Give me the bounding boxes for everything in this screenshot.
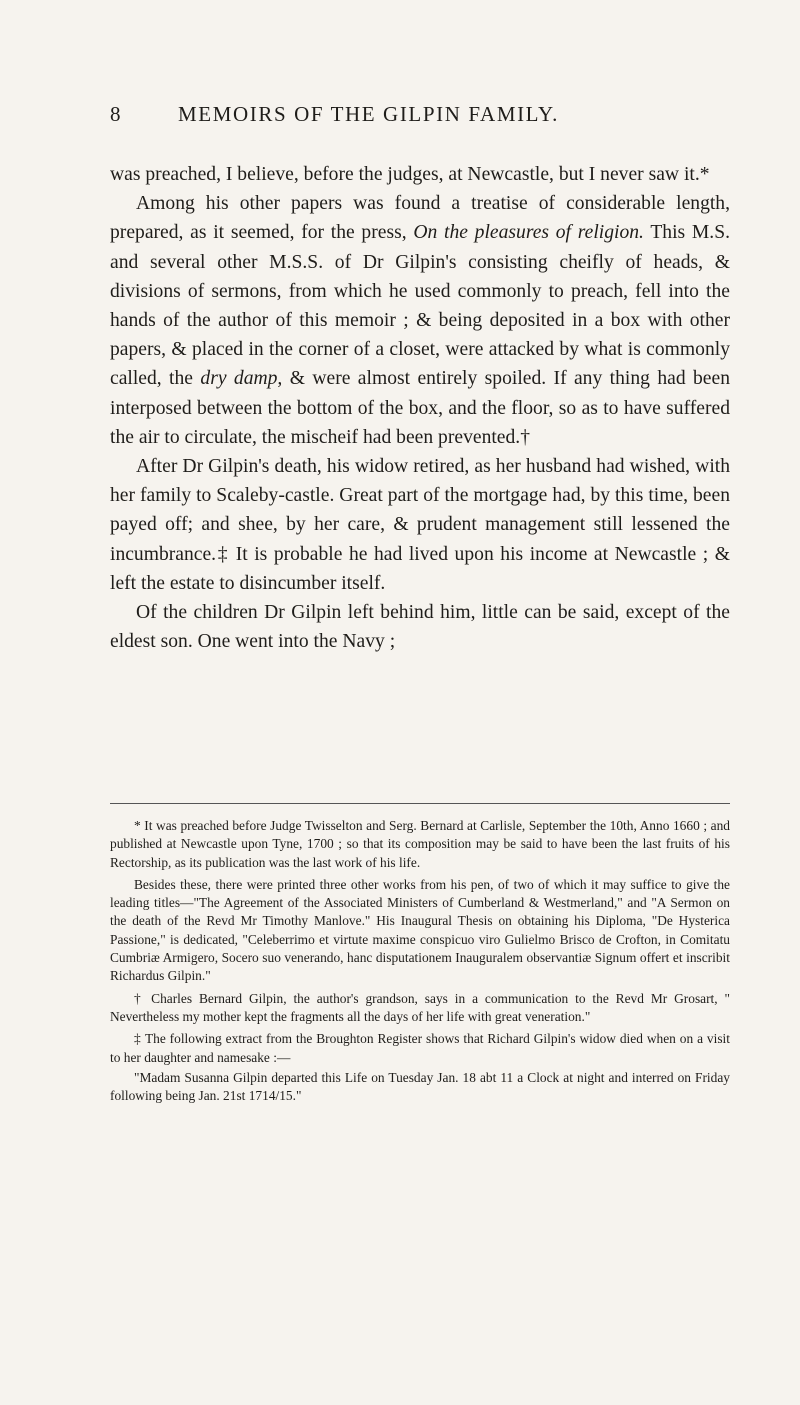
- running-title: MEMOIRS OF THE GILPIN FAMILY.: [178, 102, 559, 126]
- footnote-2: † Charles Bernard Gilpin, the author's grandson, says in a communication to the Revd Mr Grosart, " Nevertheless my mother kept the fragments all the days of her life with great veneration.": [110, 990, 730, 1024]
- footnote-1: * It was preached before Judge Twisselton and Serg. Bernard at Carlisle, September the 10th, Anno 1660 ; and published at Newcastle upon Tyne, 1700 ; so that its composition may be said to have been the last fruits of his Rectorship, as its publication was the last work of his life.: [110, 818, 730, 870]
- footnotes: [110, 817, 730, 1109]
- paragraph-text: Among his other papers was found a treatise of considerable length, prepared, as it seemed, for the press,: [110, 193, 730, 244]
- paragraph-children: Of the children Dr Gilpin left behind him, little can be said, except of the eldest son. One went into the Navy ;: [110, 602, 730, 653]
- paragraph-text: & were almost entirely spoiled. If any thing had been interposed between the bottom of the box, and the floor, so as to have suffered the air to circulate, the mischeif had been prevented.†: [110, 368, 730, 448]
- page-number: 8: [110, 102, 122, 126]
- main-text: [110, 160, 730, 656]
- footnote-3-quote: "Madam Susanna Gilpin departed this Life on Tuesday Jan. 18 abt 11 a Clock at night and interred on Friday following being Jan. 21st 1714/15.": [110, 1069, 730, 1104]
- paragraph-widow: After Dr Gilpin's death, his widow retired, as her husband had wished, with her family to Scaleby-castle. Great part of the mortgage had, by this time, been payed off; and shee, by her care, & prudent management still lessened the incumbrance.‡ It is probable he had lived upon his income at Newcastle ; & left the estate to disincumber itself.: [110, 456, 730, 594]
- paragraph-text: This M.S. and several other M.S.S. of Dr Gilpin's consisting cheifly of heads, & divisions of sermons, from which he used commonly to preach, fell into the hands of the author of this memoir ; & being deposited in a box with other papers, & placed in the corner of a closet, were attacked by what is commonly called, the: [110, 222, 731, 390]
- footnote-3: ‡ The following extract from the Broughton Register shows that Richard Gilpin's widow died when on a visit to her daughter and namesake :—: [110, 1031, 730, 1065]
- footnote-divider: [110, 803, 730, 804]
- paragraph-continuation: was preached, I believe, before the judges, at Newcastle, but I never saw it.*: [110, 164, 710, 185]
- paragraph-papers: [110, 189, 730, 452]
- treatise-title: On the pleasures of religion.: [413, 222, 644, 244]
- page-header: [0, 102, 800, 138]
- italic-term: dry damp,: [200, 368, 283, 390]
- footnote-1-continued: Besides these, there were printed three other works from his pen, of two of which it may suffice to give the leading titles—"The Agreement of the Associated Ministers of Cumberland & Westmerland," and "A Sermon on the death of the Revd Mr Timothy Manlove." His Inaugural Thesis on obtaining his Diploma, "De Hysterica Passione," is dedicated, "Celeberrimo et virtute maxime conspicuo viro Gulielmo Brisco de Crofton, in Comitatu Cumbriæ Armigero, Socero suo venerando, hanc disputationem Inauguralem observantiæ Signum offert et inscribit Richardus Gilpin.": [110, 876, 730, 984]
